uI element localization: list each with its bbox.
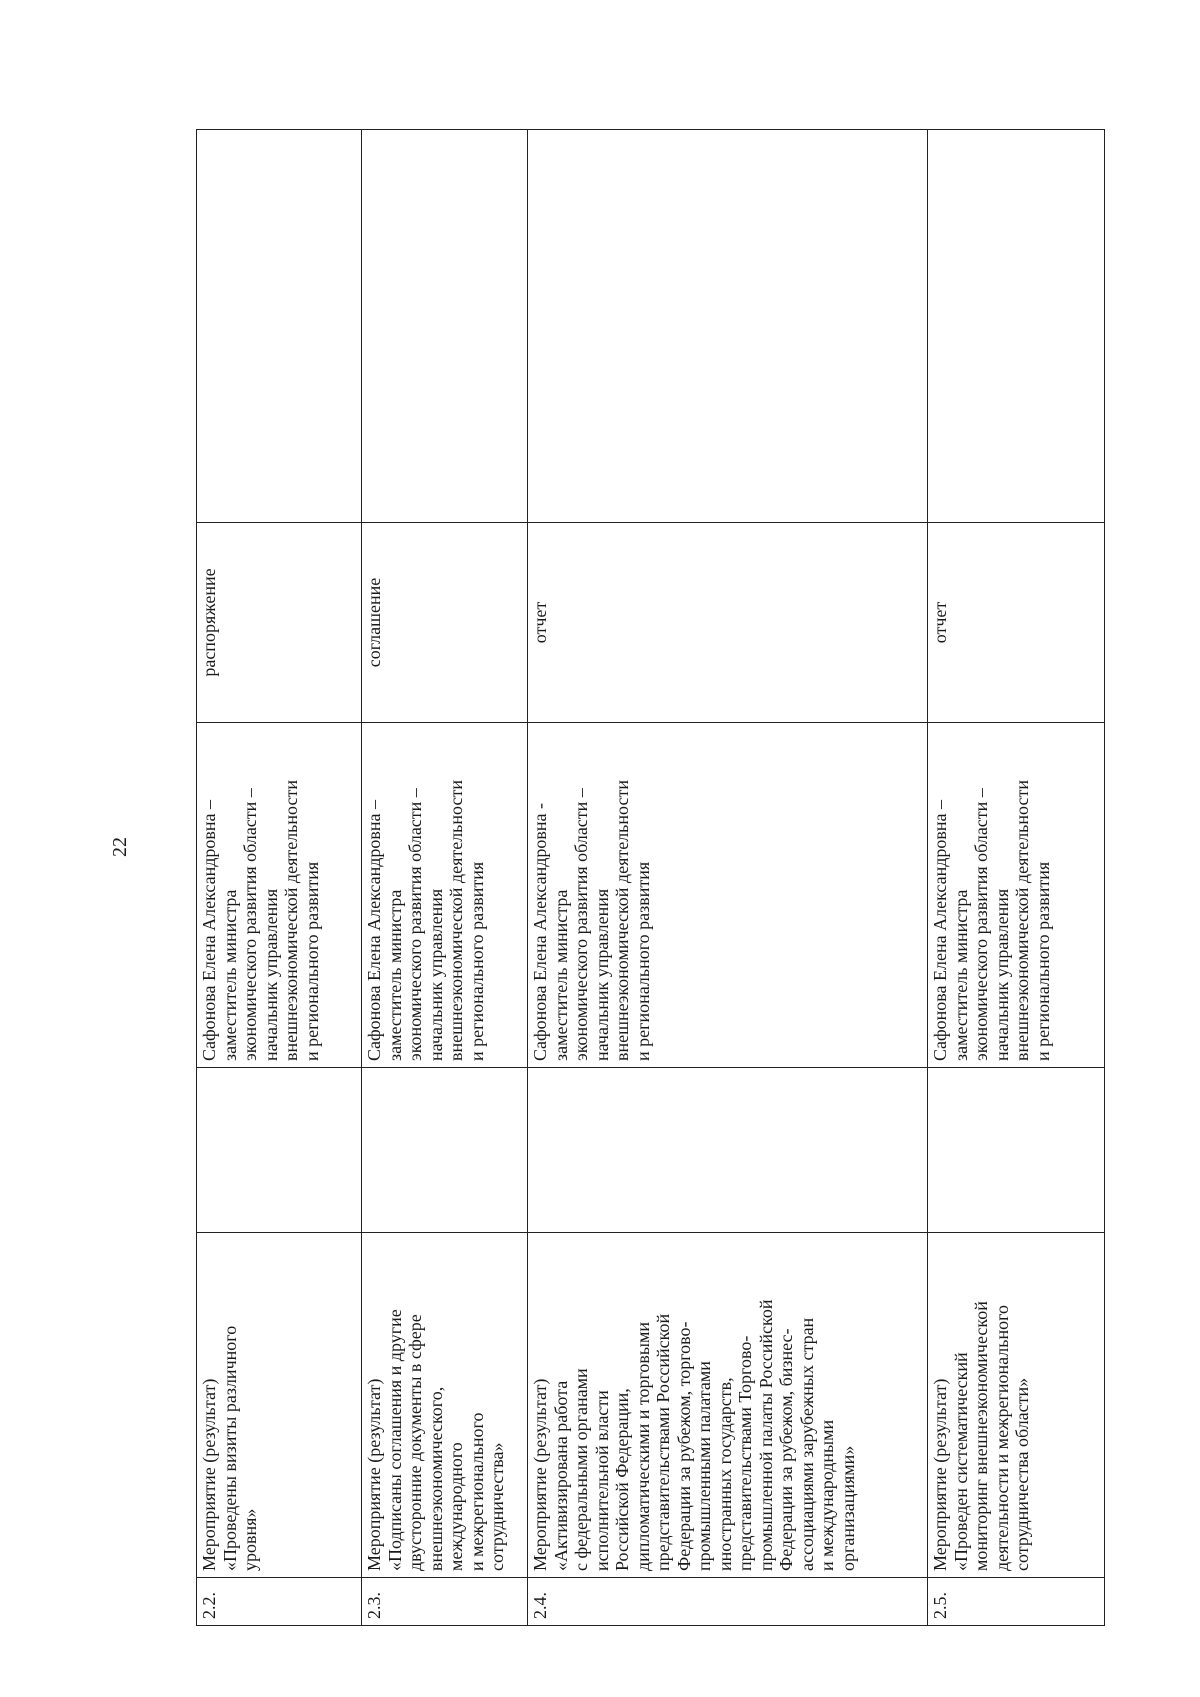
event-line: с федеральными органами xyxy=(571,1368,591,1571)
responsible-line: внешнеэкономической деятельности xyxy=(281,780,301,1061)
responsible-line: экономического развития области – xyxy=(240,788,260,1061)
event-line: «Проведен систематический xyxy=(950,1352,971,1571)
event-line: мониторинг внешнеэкономической xyxy=(971,1301,991,1571)
responsible-line: внешнеэкономической деятельности xyxy=(612,780,632,1061)
plan-table xyxy=(196,129,1105,1626)
note-cell xyxy=(362,130,528,523)
responsible-line: внешнеэкономической деятельности xyxy=(1012,780,1032,1061)
event-line: промышленной палаты Российской xyxy=(755,1299,776,1571)
responsible-line: заместитель министра xyxy=(219,889,240,1061)
event-line: Федерации за рубежом, торгово- xyxy=(673,1321,694,1571)
table-row xyxy=(528,130,928,1626)
event-line: сотрудничества области» xyxy=(1012,1377,1032,1571)
event-cell xyxy=(528,1233,928,1578)
responsible-line: заместитель министра xyxy=(950,889,971,1061)
empty-cell xyxy=(928,1068,1105,1233)
event-line: деятельности и межрегионального xyxy=(991,1304,1012,1571)
event-line: «Подписаны соглашения и другие xyxy=(384,1309,405,1571)
responsible-cell xyxy=(928,723,1105,1068)
note-cell xyxy=(928,130,1105,523)
event-line: Мероприятие (результат) xyxy=(930,1378,950,1571)
event-line: иностранных государств, xyxy=(714,1377,735,1571)
event-cell xyxy=(197,1233,362,1578)
responsible-cell xyxy=(197,723,362,1068)
table-row xyxy=(928,130,1105,1626)
document-table-rotated xyxy=(196,130,1104,1626)
table-row xyxy=(197,130,362,1626)
event-line: Федерации за рубежом, бизнес- xyxy=(776,1328,796,1571)
responsible-line: начальник управления xyxy=(425,888,446,1061)
page-number: 22 xyxy=(109,837,131,857)
event-line: исполнительной власти xyxy=(591,1390,612,1571)
event-line: Российской Федерации, xyxy=(612,1388,632,1571)
event-cell xyxy=(362,1233,528,1578)
row-number: 2.5. xyxy=(928,1578,1105,1626)
empty-cell xyxy=(528,1068,928,1233)
event-line: «Проведены визиты различного xyxy=(219,1325,240,1571)
responsible-line: экономического развития области – xyxy=(405,788,425,1061)
event-line: и международными xyxy=(817,1419,837,1571)
event-line: «Активизирована работа xyxy=(550,1380,571,1571)
event-line: Мероприятие (результат) xyxy=(364,1378,384,1571)
responsible-cell xyxy=(362,723,528,1068)
responsible-line: Сафонова Елена Александровна – xyxy=(930,799,950,1061)
responsible-line: и регионального развития xyxy=(301,861,322,1061)
responsible-line: начальник управления xyxy=(591,888,612,1061)
note-cell xyxy=(528,130,928,523)
event-line: международного xyxy=(446,1442,466,1571)
event-line: организациями» xyxy=(837,1445,858,1571)
responsible-cell xyxy=(528,723,928,1068)
document-cell: распоряжение xyxy=(197,523,362,723)
event-line: представительствами Российской xyxy=(653,1313,673,1571)
document-cell: отчет xyxy=(928,523,1105,723)
row-number: 2.4. xyxy=(528,1578,928,1626)
event-line: дипломатическими и торговыми xyxy=(632,1321,653,1571)
responsible-line: начальник управления xyxy=(991,888,1012,1061)
responsible-line: начальник управления xyxy=(260,888,281,1061)
table-row xyxy=(362,130,528,1626)
event-line: сотрудничества» xyxy=(487,1442,507,1571)
document-cell: соглашение xyxy=(362,523,528,723)
responsible-line: Сафонова Елена Александровна - xyxy=(530,802,550,1061)
responsible-line: Сафонова Елена Александровна – xyxy=(364,799,384,1061)
responsible-line: заместитель министра xyxy=(550,889,571,1061)
responsible-line: экономического развития области – xyxy=(971,788,991,1061)
responsible-line: внешнеэкономической деятельности xyxy=(446,780,466,1061)
responsible-line: и регионального развития xyxy=(466,861,487,1061)
event-line: и межрегионального xyxy=(466,1412,487,1571)
event-line: Мероприятие (результат) xyxy=(530,1378,550,1571)
empty-cell xyxy=(362,1068,528,1233)
event-line: двусторонние документы в сфере xyxy=(405,1314,425,1571)
event-cell xyxy=(928,1233,1105,1578)
event-line: Мероприятие (результат) xyxy=(199,1378,219,1571)
event-line: представительствами Торгово- xyxy=(735,1335,755,1571)
event-line: внешнеэкономического, xyxy=(425,1386,446,1571)
responsible-line: экономического развития области – xyxy=(571,788,591,1061)
row-number: 2.2. xyxy=(197,1578,362,1626)
row-number: 2.3. xyxy=(362,1578,528,1626)
responsible-line: заместитель министра xyxy=(384,889,405,1061)
event-line: ассоциациями зарубежных стран xyxy=(796,1317,817,1571)
responsible-line: и регионального развития xyxy=(1032,861,1053,1061)
empty-cell xyxy=(197,1068,362,1233)
document-cell: отчет xyxy=(528,523,928,723)
note-cell xyxy=(197,130,362,523)
responsible-line: Сафонова Елена Александровна – xyxy=(199,799,219,1061)
event-line: промышленными палатами xyxy=(694,1361,714,1571)
responsible-line: и регионального развития xyxy=(632,861,653,1061)
event-line: уровня» xyxy=(240,1508,260,1571)
